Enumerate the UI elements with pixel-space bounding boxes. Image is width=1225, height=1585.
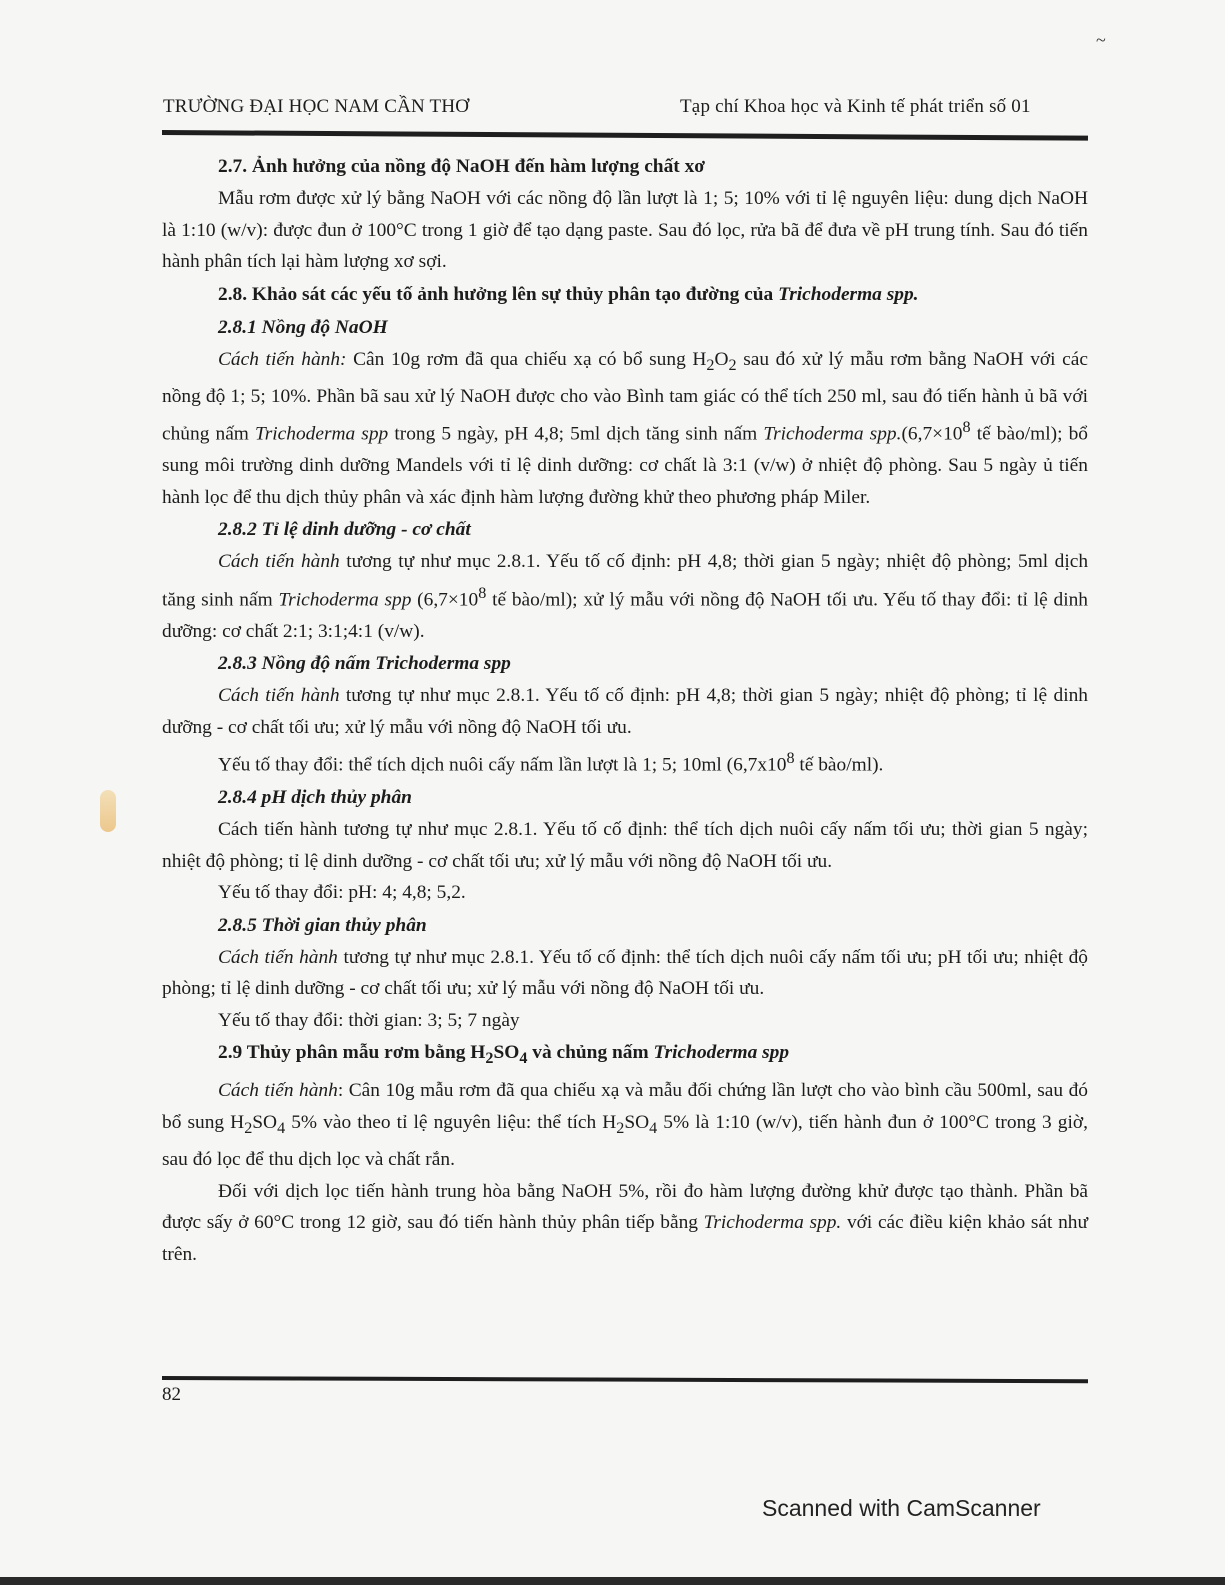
article-body (162, 150, 1088, 1270)
heading-2-7: 2.7. Ảnh hưởng của nồng độ NaOH đến hàm lượng chất xơ (218, 156, 706, 177)
header-journal: Tạp chí Khoa học và Kinh tế phát triển số 01 (680, 96, 1031, 117)
paragraph-2-8-5-variable: Yếu tố thay đổi: thời gian: 3; 5; 7 ngày (218, 1009, 520, 1031)
paragraph-2-9-filtrate: Đối với dịch lọc tiến hành trung hòa bằng NaOH 5%, rồi đo hàm lượng đường khử được tạo thành. Phần bã được sấy ở 60°C trong 12 giờ, sau đó tiến hành thủy phân tiếp bằng Trichoderma spp. với các điều kiện khảo sát như trên. (162, 1180, 1088, 1265)
paragraph-2-8-3: Cách tiến hành tương tự như mục 2.8.1. Yếu tố cố định: pH 4,8; thời gian 5 ngày; nhiệt độ phòng; tỉ lệ dinh dưỡng - cơ chất tối ưu; xử lý mẫu với nồng độ NaOH tối ưu. (162, 685, 1088, 738)
paragraph-2-8-1: Cách tiến hành: Cân 10g rơm đã qua chiếu xạ có bổ sung $H_2O_2$ sau đó xử lý mẫu rơm bằng NaOH với các nồng độ 1; 5; 10%. Phần bã sau xử lý NaOH được cho vào Bình tam giác có thể tích 250 ml, sau đó tiến hành ủ bã với chủng nấm Trichoderma spp trong 5 ngày, pH 4,8; 5ml dịch tăng sinh nấm Trichoderma $spp.(6,7\times 10^8$ tế bào/ml); bổ sung môi trường dinh dưỡng Mandels với tỉ lệ dinh dưỡng: cơ chất là 3:1 (v/w) ở nhiệt độ phòng. Sau 5 ngày ủ tiến hành lọc để thu dịch thủy phân và xác định hàm lượng đường khử theo phương pháp Miler. (162, 348, 1088, 508)
heading-2-8-1: 2.8.1 Nồng độ NaOH (218, 316, 388, 338)
footer-rule (162, 1376, 1088, 1383)
paragraph-2-8-4: Cách tiến hành tương tự như mục 2.8.1. Yếu tố cố định: thể tích dịch nuôi cấy nấm tối ưu; thời gian 5 ngày; nhiệt độ phòng; tỉ lệ dinh dưỡng - cơ chất tối ưu; xử lý mẫu với nồng độ NaOH tối ưu. (162, 819, 1088, 872)
paragraph-2-7: Mẫu rơm được xử lý bằng NaOH với các nồng độ lần lượt là 1; 5; 10% với tỉ lệ nguyên liệu: dung dịch NaOH là 1:10 (w/v): được đun ở 100°C trong 1 giờ để tạo dạng paste. Sau đó lọc, rửa bã để đưa về pH trung tính. Sau đó tiến hành phân tích lại hàm lượng xơ sợi. (162, 188, 1088, 272)
heading-2-9: 2.9 Thủy phân mẫu rơm bằng $H_2SO_4$ và chủng nấm Trichoderma spp (218, 1042, 790, 1068)
scan-bottom-edge (0, 1577, 1225, 1585)
heading-2-8: 2.8. Khảo sát các yếu tố ảnh hưởng lên sự thủy phân tạo đường của Trichoderma spp. (218, 283, 919, 305)
heading-2-8-3: 2.8.3 Nồng độ nấm Trichoderma spp (218, 653, 511, 675)
paragraph-2-8-5: Cách tiến hành tương tự như mục 2.8.1. Yếu tố cố định: thể tích dịch nuôi cấy nấm tối ưu; pH tối ưu; nhiệt độ phòng; tỉ lệ dinh dưỡng - cơ chất tối ưu; xử lý mẫu với nồng độ NaOH tối ưu. (162, 946, 1089, 1000)
paragraph-2-9: Cách tiến hành: Cân 10g mẫu rơm đã qua chiếu xạ và mẫu đối chứng lần lượt cho vào bình cầu 500ml, sau đó bổ sung $H_2SO_4$ 5% vào theo tỉ lệ nguyên liệu: thể tích $H_2SO_4$ 5% là 1:10 (w/v), tiến hành đun ở 100°C trong 3 giờ, sau đó lọc để thu dịch lọc và chất rắn. (162, 1080, 1088, 1171)
heading-2-8-4: 2.8.4 pH dịch thủy phân (218, 787, 412, 809)
paragraph-2-8-2: Cách tiến hành tương tự như mục 2.8.1. Yếu tố cố định: pH 4,8; thời gian 5 ngày; nhiệt độ phòng; 5ml dịch tăng sinh nấm Trichoderma spp ($6,7\times 10^8$ tế bào/ml); xử lý mẫu với nồng độ NaOH tối ưu. Yếu tố thay đổi: tỉ lệ dinh dưỡng: cơ chất 2:1; 3:1;4:1 (v/w). (162, 551, 1089, 642)
paragraph-2-8-3-variable: Yếu tố thay đổi: thể tích dịch nuôi cấy nấm lần lượt là 1; 5; 10ml ($6,7x10^8$ tế bào/ml). (218, 750, 884, 776)
page-number: 82 (162, 1384, 181, 1405)
heading-2-8-2: 2.8.2 Tỉ lệ dinh dưỡng - cơ chất (218, 519, 471, 541)
paragraph-2-8-4-variable: Yếu tố thay đổi: pH: 4; 4,8; 5,2. (218, 882, 466, 904)
header-institution: TRƯỜNG ĐẠI HỌC NAM CẦN THƠ (163, 96, 470, 117)
scanner-watermark: Scanned with CamScanner (762, 1495, 1041, 1521)
scan-stain (100, 790, 116, 832)
header-rule (162, 130, 1088, 141)
corner-scan-mark: ~ (1096, 30, 1106, 50)
heading-2-8-5: 2.8.5 Thời gian thủy phân (218, 914, 427, 936)
